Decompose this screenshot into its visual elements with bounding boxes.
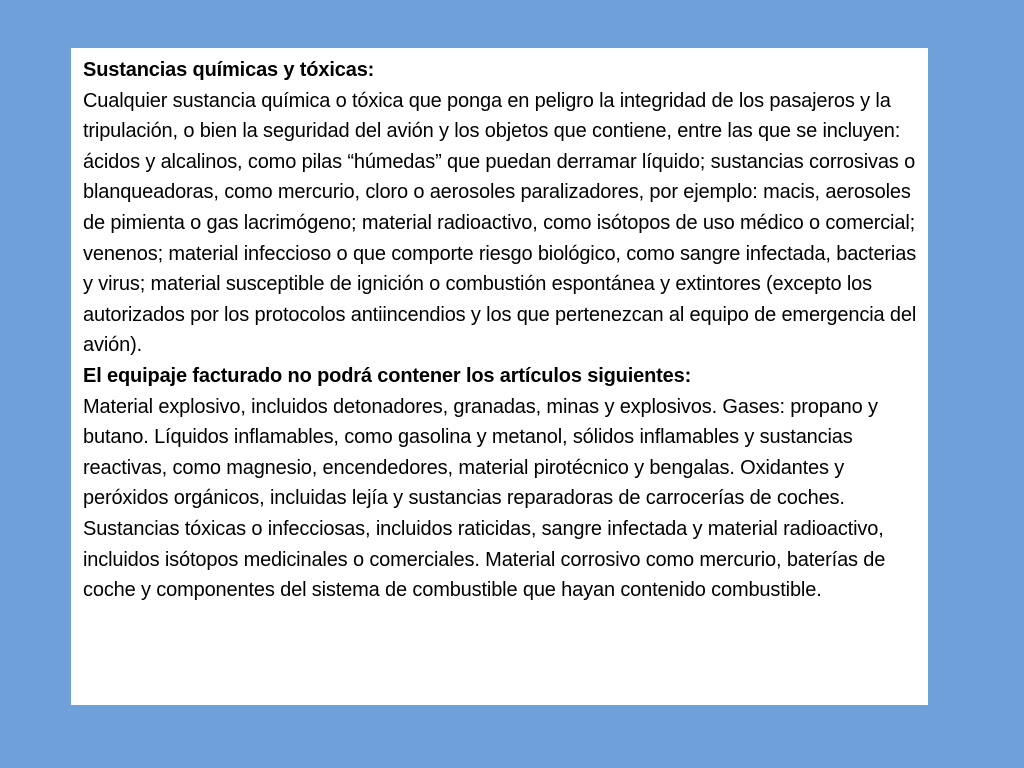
section-heading-chemicals: Sustancias químicas y tóxicas: [83, 59, 375, 81]
text-card [71, 48, 928, 705]
section-body-checked-baggage: Material explosivo, incluidos detonadores, granadas, minas y explosivos. Gases: propano y butano. Líquidos inflamables, como gasolina y metanol, sólidos inflamables y sustancias reactivas, como magnesio, encendedores, material pirotécnico y bengalas. Oxidantes y peróxidos orgánicos, incluidas lejía y sustancias reparadoras de carrocerías de coches. Sustancias tóxicas o infecciosas, incluidos raticidas, sangre infectada y material radioactivo, incluidos isótopos medicinales o comerciales. Material corrosivo como mercurio, baterías de coche y componentes del sistema de combustible que hayan contenido combustible. [83, 395, 886, 602]
section-heading-checked-baggage: El equipaje facturado no podrá contener los artículos siguientes: [83, 364, 692, 387]
section-body-chemicals: Cualquier sustancia química o tóxica que ponga en peligro la integridad de los pasajeros y la tripulación, o bien la seguridad del avión y los objetos que contiene, entre las que se incluyen: ácidos y alcalinos, como pilas “húmedas” que puedan derramar líquido; sustancias corrosivas o blanqueadoras, como mercurio, cloro o aerosoles paralizadores, por ejemplo: macis, aerosoles de pimienta o gas lacrimógeno; material radioactivo, como isótopos de uso médico o comercial; venenos; material infeccioso o que comporte riesgo biológico, como sangre infectada, bacterias y virus; material susceptible de ignición o combustión espontánea y extintores (excepto los autorizados por los protocolos antiincendios y los que pertenezcan al equipo de emergencia del avión). [83, 89, 917, 357]
